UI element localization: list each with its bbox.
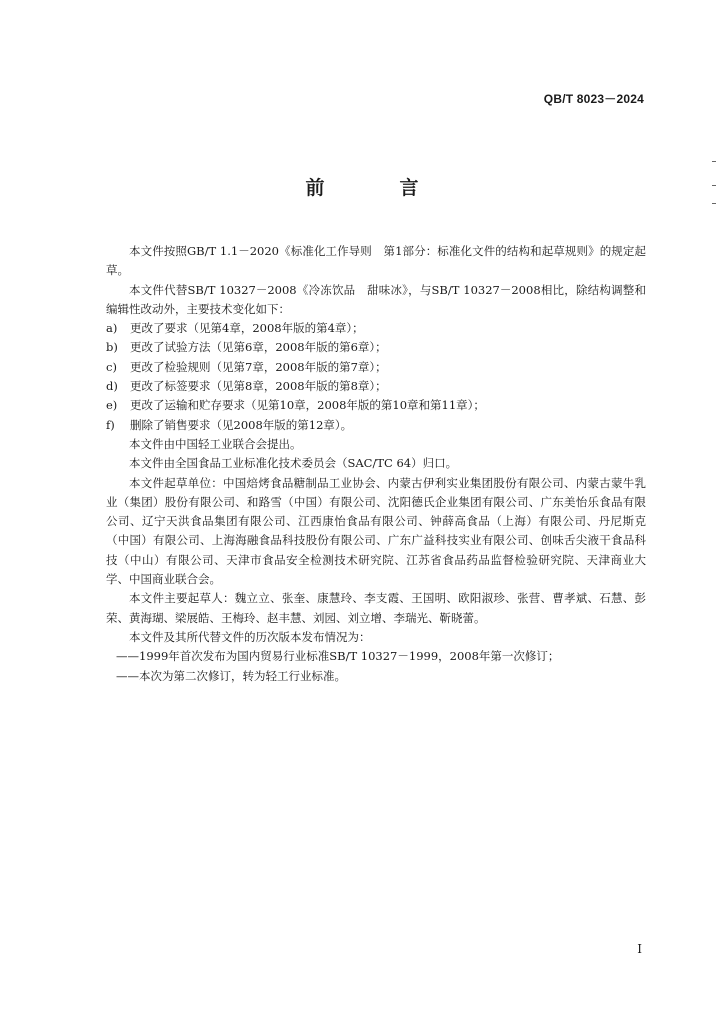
margin-tick	[712, 185, 716, 186]
list-item	[106, 358, 646, 377]
list-text: 更改了标签要求（见第8章，2008年版的第8章）；	[130, 379, 387, 394]
history-item: ——本次为第二次修订，转为轻工行业标准。	[116, 668, 346, 683]
list-item	[106, 396, 646, 415]
list-marker: b)	[106, 340, 118, 355]
list-text: 更改了试验方法（见第6章，2008年版的第6章）；	[130, 340, 387, 355]
list-marker: a)	[106, 321, 118, 336]
intro-paragraph: 本文件代替SB/T 10327－2008《冷冻饮品 甜味冰》，与SB/T 10327－2008相比，除结构调整和编辑性改动外，主要技术变化如下：	[106, 282, 646, 316]
margin-tick	[712, 161, 716, 162]
list-marker: f)	[106, 417, 115, 432]
proposer-paragraph: 本文件由中国轻工业联合会提出。	[129, 436, 302, 451]
list-text: 更改了检验规则（见第7章，2008年版的第7章）；	[130, 359, 387, 374]
document-code: QB/T 8023－2024	[543, 92, 644, 106]
page-number: I	[637, 942, 642, 956]
committee-paragraph: 本文件由全国食品工业标准化技术委员会（SAC/TC 64）归口。	[129, 456, 458, 471]
list-marker: d)	[106, 379, 118, 394]
list-marker: c)	[106, 359, 117, 374]
list-item	[106, 416, 646, 435]
list-text: 更改了运输和贮存要求（见第10章，2008年版的第10章和第11章）；	[130, 398, 485, 413]
intro-paragraph: 本文件按照GB/T 1.1－2020《标准化工作导则 第1部分：标准化文件的结构和起草规则》的规定起草。	[106, 244, 646, 278]
list-item	[106, 338, 646, 357]
document-body	[106, 242, 646, 686]
list-item	[106, 377, 646, 396]
drafting-units-paragraph: 本文件起草单位：中国焙烤食品糖制品工业协会、内蒙古伊利实业集团股份有限公司、内蒙古蒙牛乳业（集团）股份有限公司、和路雪（中国）有限公司、沈阳德氏企业集团有限公司、广东美怡乐食品有限公司、辽宁天洪食品集团有限公司、江西康怡食品有限公司、钟薛高食品（上海）有限公司、丹尼斯克（中国）有限公司、上海海融食品科技股份有限公司、广东广益科技实业有限公司、创味舌尖液干食品科技（中山）有限公司、天津市食品安全检测技术研究院、江苏省食品药品监督检验研究院、天津商业大学、中国商业联合会。	[106, 475, 646, 587]
list-text: 更改了要求（见第4章，2008年版的第4章）；	[130, 321, 364, 336]
list-item	[106, 319, 646, 338]
margin-tick	[712, 203, 716, 204]
history-item: ——1999年首次发布为国内贸易行业标准SB/T 10327－1999，2008年第一次修订；	[116, 649, 560, 664]
page-title: 前 言	[305, 177, 447, 199]
history-intro-paragraph: 本文件及其所代替文件的历次版本发布情况为：	[129, 629, 371, 644]
list-marker: e)	[106, 398, 118, 413]
changes-list	[106, 319, 646, 435]
drafters-paragraph: 本文件主要起草人：魏立立、张奎、康慧玲、李支霞、王国明、欧阳淑珍、张营、曹孝斌、石慧、彭荣、黄海瑚、梁展皓、王梅玲、赵丰慧、刘园、刘立增、李瑞光、靳晓蕾。	[106, 591, 646, 625]
margin-marks	[712, 155, 716, 205]
list-text: 删除了销售要求（见2008年版的第12章）。	[130, 417, 353, 432]
